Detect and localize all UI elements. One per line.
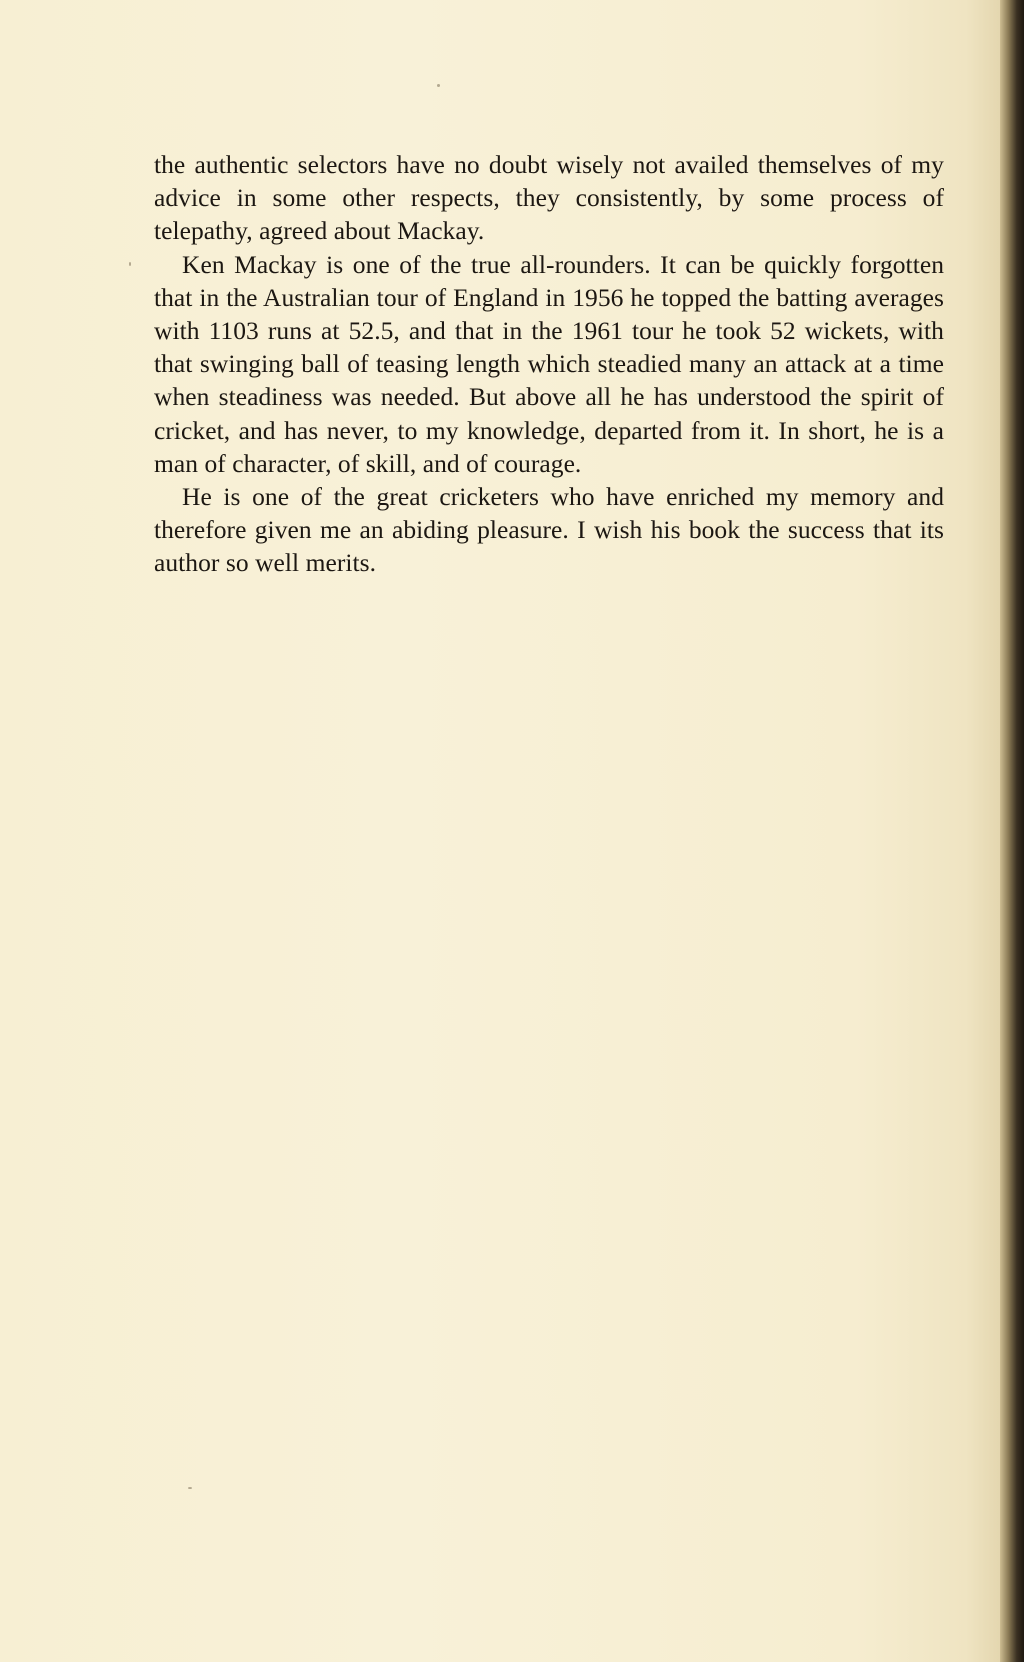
paper-speck	[129, 262, 131, 266]
paragraph-all-rounder: Ken Mackay is one of the true all-rounders. It can be quickly forgotten that in the Australian tour of England in 1956 he topped the batting averages with 1103 runs at 52.5, and that in the 1961 tour he took 52 wickets, with that swinging ball of teasing length which steadied many an attack at a time when steadiness was needed. But above all he has understood the spirit of cricket, and has never, to my knowledge, departed from it. In short, he is a man of character, of skill, and of courage.	[154, 249, 944, 478]
paragraph-continuation: the authentic selectors have no doubt wisely not availed themselves of my advice in some other respects, they consistently, by some process of telepathy, agreed about Mackay.	[154, 150, 944, 246]
paper-speck	[437, 84, 440, 87]
body-text	[154, 148, 944, 580]
paragraph-closing: He is one of the great cricketers who have enriched my memory and therefore given me an abiding pleasure. I wish his book the success that its author so well merits.	[154, 482, 944, 578]
page-edge-shadow	[1000, 0, 1024, 1662]
paper-speck	[188, 1487, 192, 1489]
